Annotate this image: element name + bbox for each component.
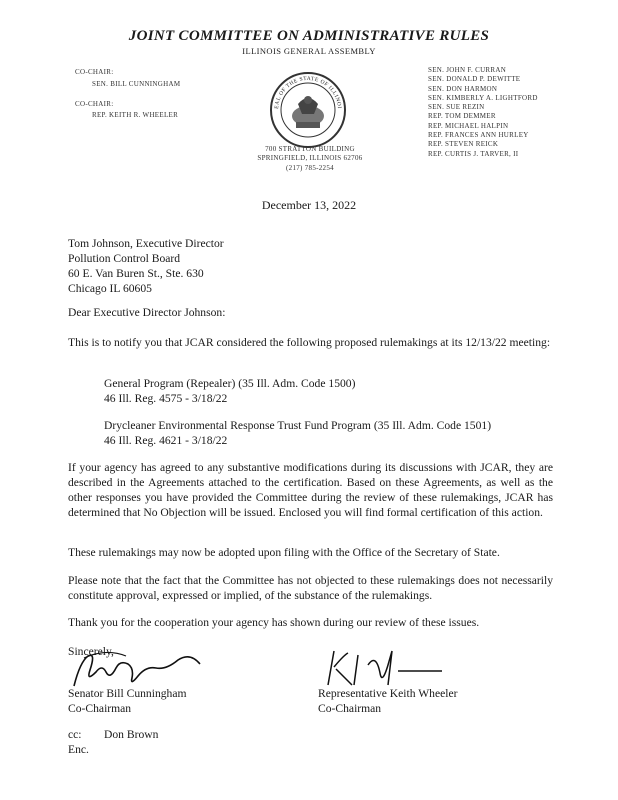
committee-address: [230, 145, 390, 173]
adoption-paragraph: These rulemakings may now be adopted upon filing with the Office of the Secretary of State.: [68, 546, 500, 559]
signer1: [68, 686, 187, 716]
member-item: REP. TOM DEMMER: [428, 112, 496, 121]
thanks-paragraph: Thank you for the cooperation your agency has shown during our review of these issues.: [68, 616, 480, 629]
signer2-name: Representative Keith Wheeler: [318, 687, 458, 700]
salutation: Dear Executive Director Johnson:: [68, 306, 226, 319]
member-item: REP. CURTIS J. TARVER, II: [428, 149, 519, 158]
address-line: 700 STRATTON BUILDING: [265, 145, 355, 153]
cochair1-name: SEN. BILL CUNNINGHAM: [92, 80, 181, 88]
recipient-address: [68, 236, 553, 296]
signer2-title: Co-Chairman: [318, 702, 382, 715]
recipient-line: Pollution Control Board: [68, 252, 181, 265]
assembly-subtitle: ILLINOIS GENERAL ASSEMBLY: [242, 46, 376, 56]
committee-title: JOINT COMMITTEE ON ADMINISTRATIVE RULES: [128, 28, 490, 44]
address-phone: (217) 785-2254: [286, 163, 334, 172]
member-item: REP. MICHAEL HALPIN: [428, 121, 509, 130]
rulemaking-register: 46 Ill. Reg. 4621 - 3/18/22: [104, 434, 228, 447]
cochair2-name: REP. KEITH R. WHEELER: [92, 111, 179, 119]
closing: Sincerely,: [68, 645, 114, 658]
enclosure-note: Enc.: [68, 743, 89, 756]
wheeler-signature-icon: [318, 645, 448, 690]
disclaimer-paragraph: Please note that the fact that the Committee has not objected to these rulemakings does not necessarily constitute approval, expressed or implied, of the substance of the rulemakings.: [68, 574, 553, 602]
agreements-paragraph: If your agency has agreed to any substantive modifications during its discussions with JCAR, they are described in the Agreements attached to the certification. Based on these Agreements, as well as the other responses you have provided the Committee during the review of these rulemakings, JCAR has determined that No Objection will be issued. Enclosed you will find formal certification of this action.: [68, 461, 553, 519]
rulemaking-register: 46 Ill. Reg. 4575 - 3/18/22: [104, 392, 228, 405]
member-list: [428, 66, 538, 159]
rulemaking-2: [104, 418, 544, 448]
member-item: REP. FRANCES ANN HURLEY: [428, 131, 529, 140]
address-line: SPRINGFIELD, ILLINOIS 62706: [257, 154, 363, 163]
rulemaking-1: [104, 376, 544, 406]
recipient-line: Tom Johnson, Executive Director: [68, 237, 224, 250]
state-seal-icon: [268, 70, 348, 150]
member-item: SEN. DONALD P. DEWITTE: [428, 75, 521, 84]
member-item: SEN. DON HARMON: [428, 84, 498, 93]
intro-paragraph: This is to notify you that JCAR considered the following proposed rulemakings at its 12/13/22 meeting:: [68, 336, 551, 349]
member-item: SEN. KIMBERLY A. LIGHTFORD: [428, 93, 538, 102]
signer1-title: Co-Chairman: [68, 702, 132, 715]
signer1-name: Senator Bill Cunningham: [68, 687, 187, 700]
member-item: SEN. SUE REZIN: [428, 103, 485, 112]
recipient-line: Chicago IL 60605: [68, 282, 152, 295]
cc-name: Don Brown: [104, 728, 159, 741]
recipient-line: 60 E. Van Buren St., Ste. 630: [68, 267, 204, 280]
signer2: [318, 686, 458, 716]
member-item: SEN. JOHN F. CURRAN: [428, 66, 507, 74]
rulemaking-title: Drycleaner Environmental Response Trust Fund Program (35 Ill. Adm. Code 1501): [104, 419, 492, 432]
cc-label: cc:: [68, 728, 82, 741]
seal-text: EAL OF THE STATE OF ILLINOI: [273, 75, 342, 110]
cochair2-label: CO-CHAIR:: [75, 100, 114, 108]
cochair1-label: CO-CHAIR:: [75, 68, 114, 76]
rulemaking-title: General Program (Repealer) (35 Ill. Adm. Code 1500): [104, 377, 356, 390]
member-item: REP. STEVEN REICK: [428, 140, 499, 149]
letter-date: December 13, 2022: [261, 198, 357, 212]
